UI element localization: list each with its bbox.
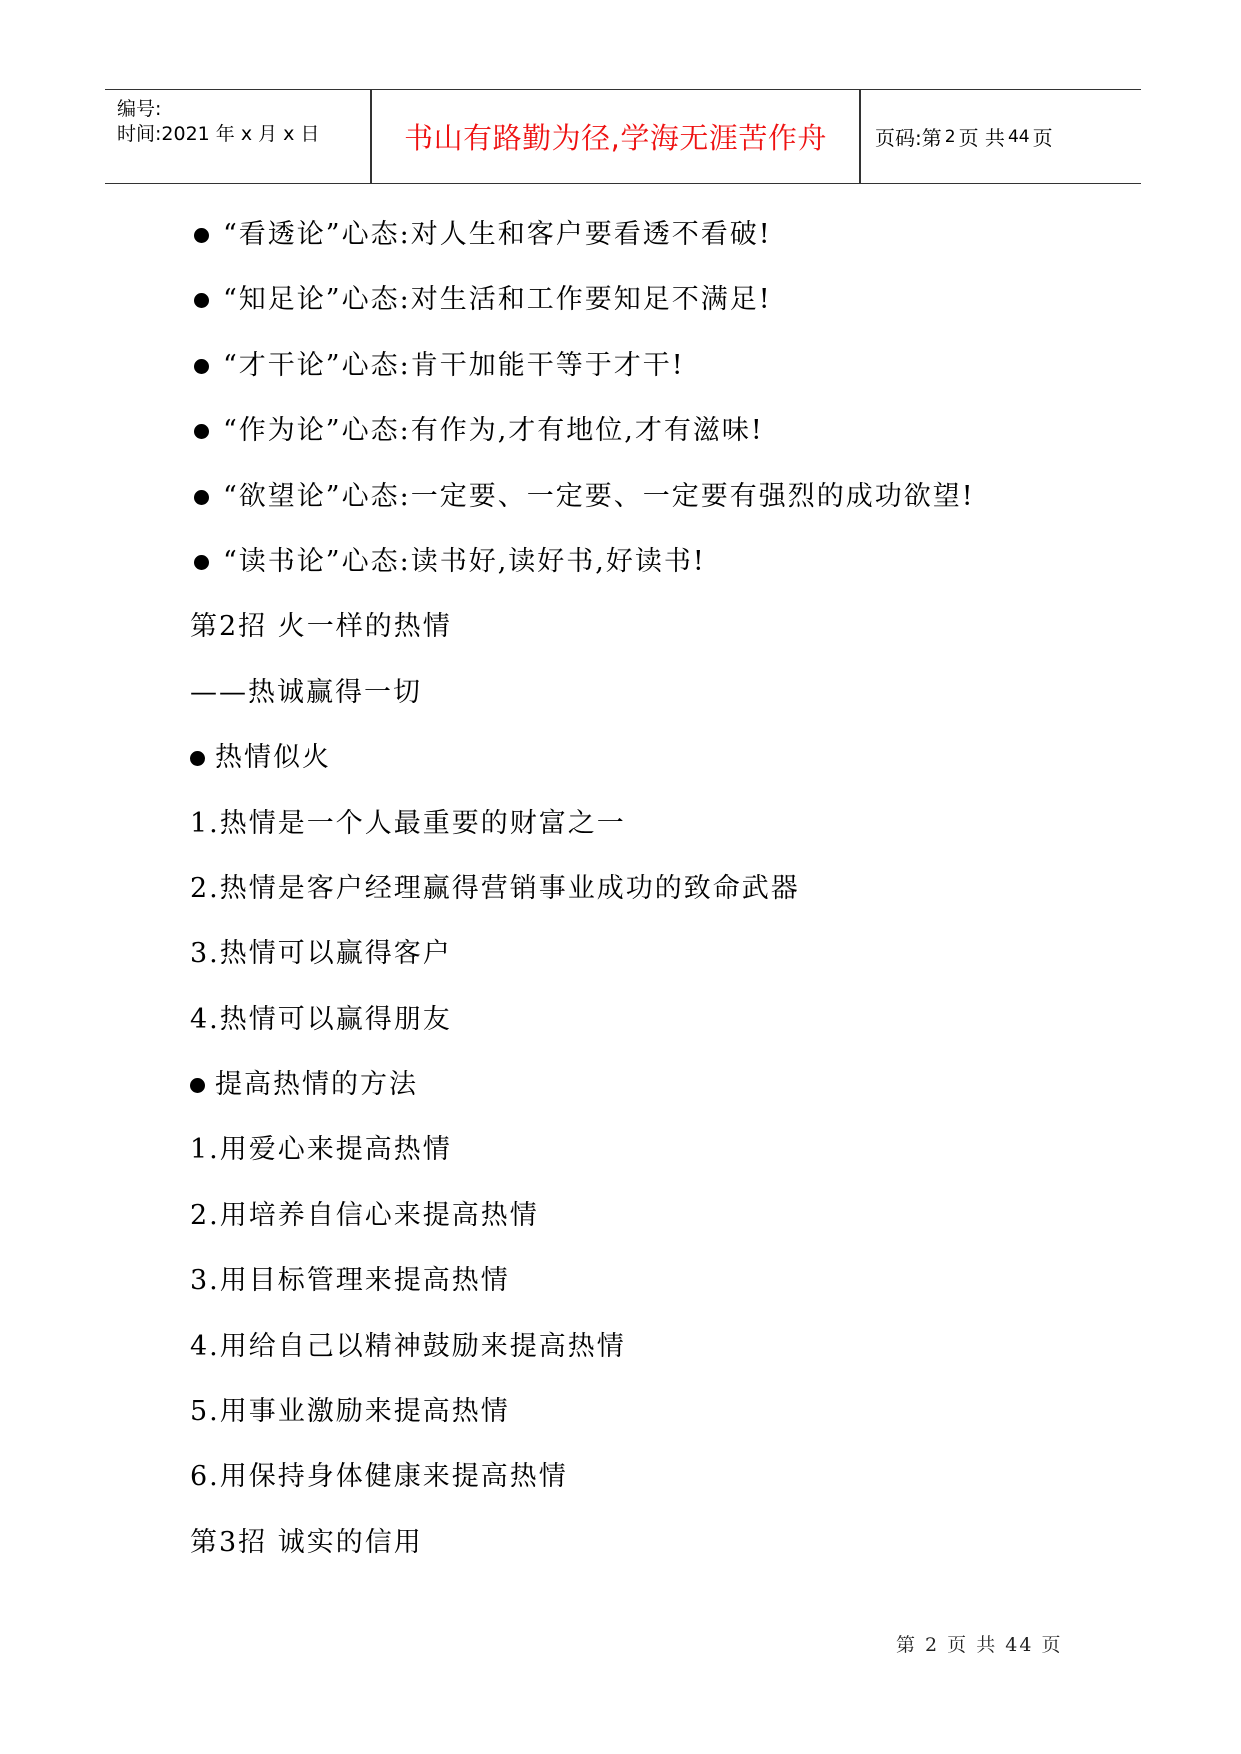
list-item xyxy=(190,482,1090,547)
list-item-text: “看透论”心态:对人生和客户要看透不看破! xyxy=(223,219,772,250)
list-item-text: “才干论”心态:肯干加能干等于才干! xyxy=(223,349,685,381)
page-header xyxy=(105,89,1141,184)
group-heading-text: 热情似火 xyxy=(215,742,331,774)
page-number: 2 xyxy=(944,126,956,147)
page-total: 44 xyxy=(1007,126,1030,147)
section-title: 第3招 诚实的信用 xyxy=(190,1526,423,1558)
list-item: 5.用事业激励来提高热情 xyxy=(190,1396,510,1428)
list-item xyxy=(190,351,1090,416)
section-subtitle: ——热诚赢得一切 xyxy=(190,676,422,708)
header-page-info xyxy=(875,90,1053,183)
bullet-icon xyxy=(194,490,209,505)
header-meta xyxy=(117,90,361,183)
list-item-text: “读书论”心态:读书好,读好书,好读书! xyxy=(223,545,706,577)
bullet-icon xyxy=(190,1078,205,1093)
page-prefix: 页码:第 xyxy=(875,126,942,150)
list-item: 4.热情可以赢得朋友 xyxy=(190,1003,452,1035)
bullet-icon xyxy=(194,424,209,439)
header-time-label: 时间:2021 年 x 月 x 日 xyxy=(117,123,320,145)
bullet-icon xyxy=(194,293,209,308)
page-footer: 第 2 页 共 44 页 xyxy=(896,1634,1063,1656)
list-item-text: “作为论”心态:有作为,才有地位,才有滋味! xyxy=(223,415,764,447)
list-item: 4.用给自己以精神鼓励来提高热情 xyxy=(190,1330,626,1362)
group-heading xyxy=(190,743,1090,808)
list-item: 1.热情是一个人最重要的财富之一 xyxy=(190,807,626,839)
list-item: 2.用培养自信心来提高热情 xyxy=(190,1199,539,1231)
section-title: 第2招 火一样的热情 xyxy=(190,611,452,643)
list-item: 2.热情是客户经理赢得营销事业成功的致命武器 xyxy=(190,872,800,904)
list-item xyxy=(190,285,1090,350)
bullet-icon xyxy=(194,359,209,374)
document-body xyxy=(190,220,1090,1593)
list-item: 3.热情可以赢得客户 xyxy=(190,938,452,970)
list-item: 6.用保持身体健康来提高热情 xyxy=(190,1461,568,1493)
bullet-icon xyxy=(194,228,209,243)
list-item xyxy=(190,416,1090,481)
header-number-label: 编号: xyxy=(117,98,162,120)
list-item: 3.用目标管理来提高热情 xyxy=(190,1265,510,1297)
header-motto: 书山有路勤为径,学海无涯苦作舟 xyxy=(404,121,827,155)
group-heading-text: 提高热情的方法 xyxy=(215,1069,418,1101)
list-item-text: “知足论”心态:对生活和工作要知足不满足! xyxy=(223,284,772,316)
list-item xyxy=(190,220,1090,285)
header-divider xyxy=(859,90,861,183)
page-suffix: 页 xyxy=(1032,126,1053,150)
bullet-icon xyxy=(194,555,209,570)
group-heading xyxy=(190,1070,1090,1135)
bullet-icon xyxy=(190,751,205,766)
list-item-text: “欲望论”心态:一定要、一定要、一定要有强烈的成功欲望! xyxy=(223,480,975,512)
list-item: 1.用爱心来提高热情 xyxy=(190,1134,452,1166)
page-mid: 页 共 xyxy=(958,126,1005,150)
list-item xyxy=(190,547,1090,612)
